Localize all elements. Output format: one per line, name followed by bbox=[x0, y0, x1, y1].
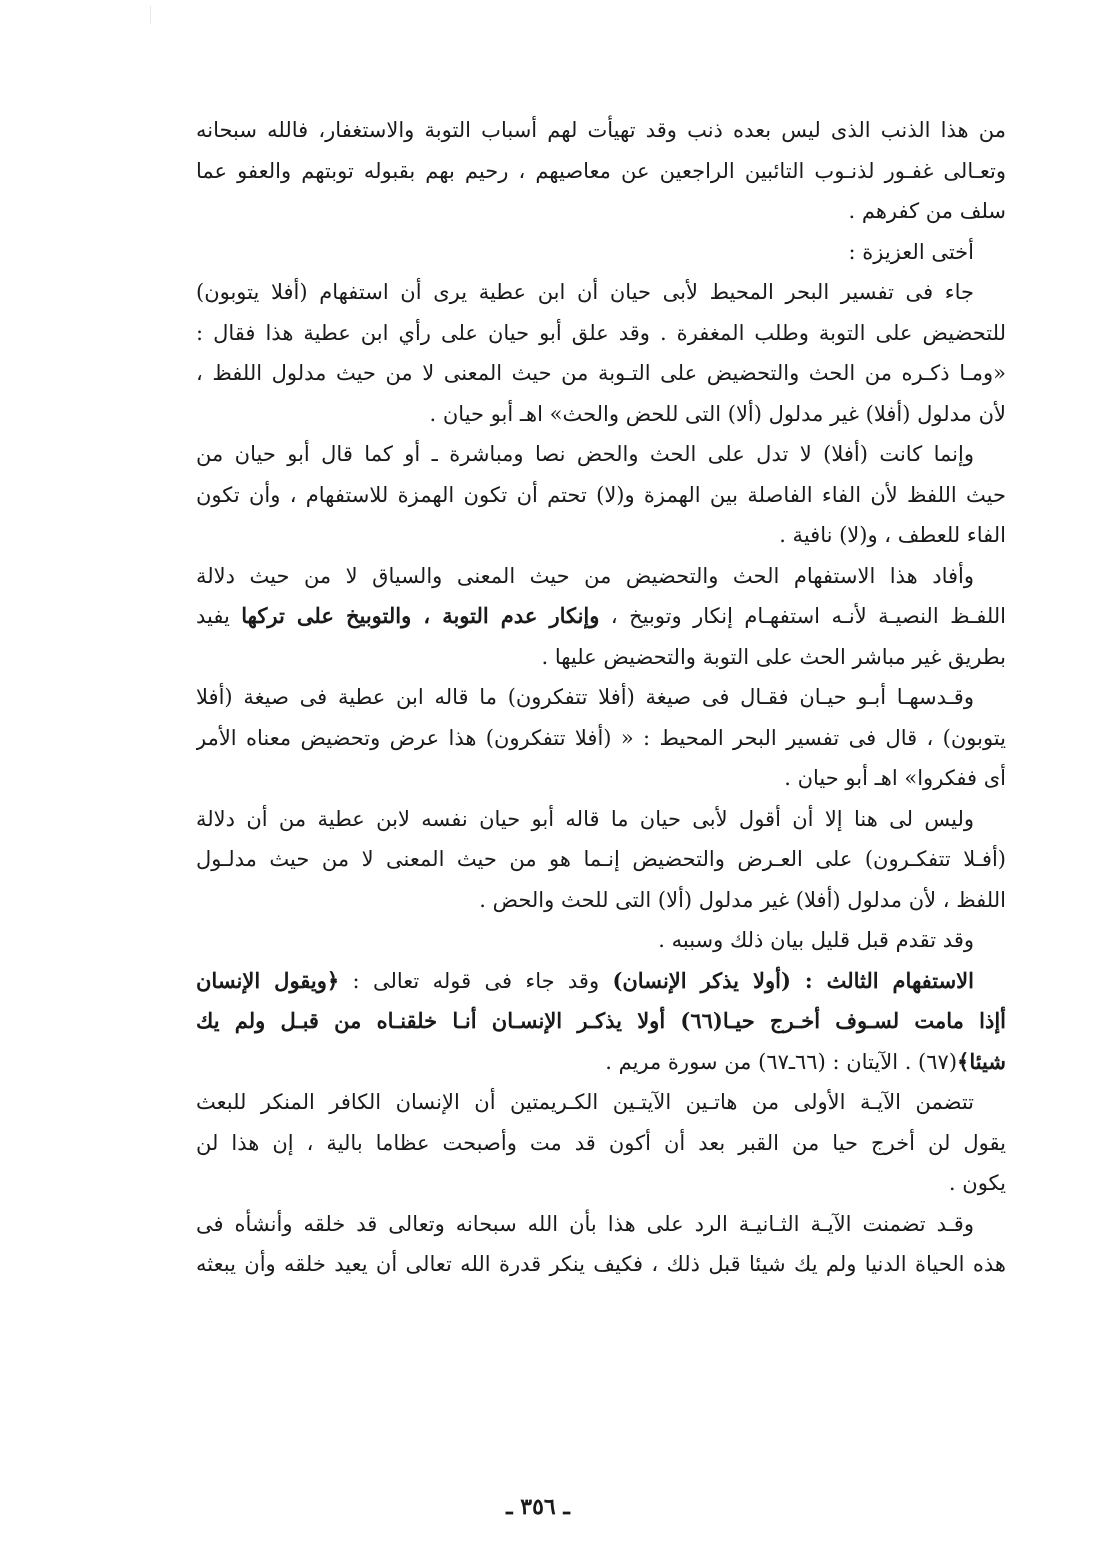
line: وقـدسهـا أبـو حيـان فقـال فى صيغة (أفلا تتفكرون) ما قاله ابن عطية فى صيغة (أفلا bbox=[196, 685, 974, 709]
line: (أفـلا تتفكـرون) على العـرض والتحضيض إنـما هو من حيث المعنى لا من حيث مدلـول bbox=[196, 847, 1006, 871]
text-body bbox=[196, 110, 1006, 1285]
line: يتوبون) ، قال فى تفسير البحر المحيط : « (أفلا تتفكرون) هذا عرض وتحضيض معناه الأمر bbox=[196, 725, 1006, 750]
line: جاء فى تفسير البحر المحيط لأبى حيان أن ابن عطية يرى أن استفهام (أفلا يتوبون) bbox=[196, 280, 974, 304]
line: وتعـالى غفـور لذنـوب التائبين الراجعين عن معاصيهم ، رحيم بهم بقبوله توبتهم والعفو عما bbox=[196, 158, 1006, 183]
line: من هذا الذنب الذى ليس بعده ذنب وقد تهيأت لهم أسباب التوبة والاستغفار، فالله سبحانه bbox=[196, 118, 1006, 142]
line: بطريق غير مباشر الحث على التوبة والتحضيض عليها . bbox=[541, 644, 1006, 669]
bold-phrase: ﴿ويقول الإنسان bbox=[196, 967, 340, 993]
line: اللفـظ النصيـة لأنـه استفهـام إنكار وتوبيخ ، وإنكار عدم التوبة ، والتوبيخ على تركها يفيد bbox=[196, 603, 1006, 628]
scan-mark bbox=[150, 6, 151, 24]
bold-phrase: وإنكار عدم التوبة ، والتوبيخ على تركها bbox=[241, 603, 600, 628]
line: «ومـا ذكـره من الحث والتحضيض على التـوبة من حيث المعنى لا من حيث مدلول اللفظ ، bbox=[196, 361, 1006, 385]
bold-phrase: الاستفهام الثالث : (أولا يذكر الإنسان) bbox=[612, 967, 974, 993]
page-number: ـ ٣٥٦ ـ bbox=[506, 1494, 570, 1520]
line: حيث اللفظ لأن الفاء الفاصلة بين الهمزة و(لا) تحتم أن تكون الهمزة للاستفهام ، وأن تكون bbox=[196, 482, 1006, 507]
line: يقول لن أخرج حيا من القبر بعد أن أكون قد مت وأصبحت عظاما بالية ، إن هذا لن bbox=[196, 1130, 1006, 1155]
line: لأن مدلول (أفلا) غير مدلول (ألا) التى للحض والحث» اهـ أبو حيان . bbox=[429, 401, 1006, 426]
line: الاستفهام الثالث : (أولا يذكر الإنسان) وقد جاء فى قوله تعالى : ﴿ويقول الإنسان bbox=[196, 967, 974, 993]
bold-phrase: شيئا﴾ bbox=[957, 1048, 1006, 1074]
line: شيئا﴾(٦٧) . الآيتان : (٦٦ـ٦٧) من سورة مريم . bbox=[605, 1048, 1006, 1074]
line: سلف من كفرهم . bbox=[848, 199, 1006, 223]
line: وأفاد هذا الاستفهام الحث والتحضيض من حيث المعنى والسياق لا من حيث دلالة bbox=[196, 563, 974, 588]
salutation-line: أختى العزيزة : bbox=[848, 239, 974, 264]
line: للتحضيض على التوبة وطلب المغفرة . وقد علق أبو حيان على رأي ابن عطية هذا فقال : bbox=[196, 320, 1006, 345]
line: وقـد تضمنت الآيـة الثـانيـة الرد على هذا بأن الله سبحانه وتعالى قد خلقه وأنشأه فى bbox=[196, 1211, 974, 1236]
line: الفاء للعطف ، و(لا) نافية . bbox=[779, 523, 1006, 547]
line: يكون . bbox=[948, 1171, 1006, 1195]
line: وقد تقدم قبل قليل بيان ذلك وسببه . bbox=[658, 928, 974, 952]
line: وإنما كانت (أفلا) لا تدل على الحث والحض نصا ومباشرة ـ أو كما قال أبو حيان من bbox=[196, 442, 974, 466]
line: وليس لى هنا إلا أن أقول لأبى حيان ما قاله أبو حيان نفسه لابن عطية من أن دلالة bbox=[196, 806, 974, 831]
line: أى ففكروا» اهـ أبو حيان . bbox=[784, 766, 1006, 790]
line: هذه الحياة الدنيا ولم يك شيئا قبل ذلك ، فكيف ينكر قدرة الله تعالى أن يعيد خلقه وأن يبعثه bbox=[196, 1252, 1006, 1276]
line: أإذا مامت لسـوف أخـرج حيـا(٦٦) أولا يذكـر الإنسـان أنـا خلقنـاه من قبـل ولم يك bbox=[196, 1008, 1006, 1033]
line: تتضمن الآيـة الأولى من هاتـين الآيتـين الكـريمتين أن الإنسان الكافر المنكر للبعث bbox=[196, 1090, 974, 1114]
line: اللفظ ، لأن مدلول (أفلا) غير مدلول (ألا) التى للحث والحض . bbox=[479, 887, 1006, 912]
